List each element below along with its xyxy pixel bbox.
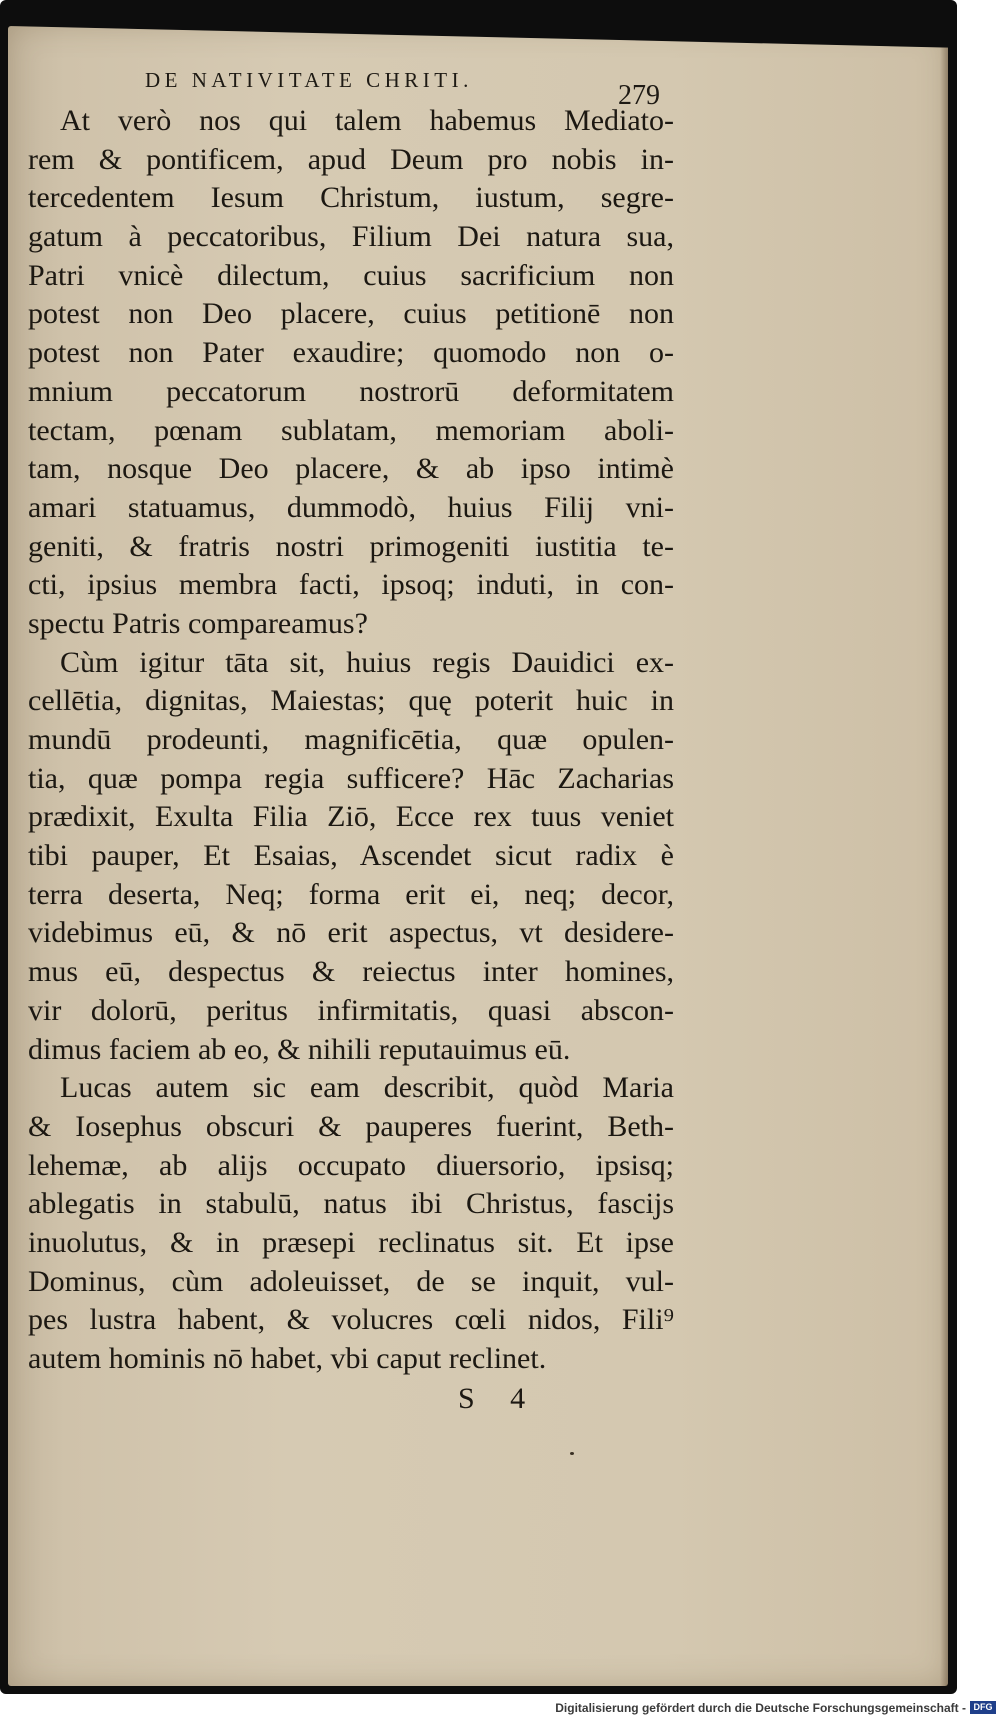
text-line: rem & pontificem, apud Deum pro nobis in-	[28, 142, 674, 176]
text-line: terra deserta, Neq; forma erit ei, neq; decor,	[28, 877, 674, 911]
text-line: cti, ipsius membra facti, ipsoq; induti, in con-	[28, 568, 674, 602]
text-line: tam, nosque Deo placere, & ab ipso intimè	[28, 452, 674, 486]
body-text	[28, 102, 674, 1379]
text-line: lehemæ, ab alijs occupato diuersorio, ipsisq;	[28, 1148, 674, 1182]
text-line: Cùm igitur tāta sit, huius regis Dauidici ex-	[60, 645, 674, 679]
text-line: tectam, pœnam sublatam, memoriam aboli-	[28, 413, 674, 447]
text-line: cellētia, dignitas, Maiestas; quę poterit huic in	[28, 684, 674, 718]
text-line: tercedentem Iesum Christum, iustum, segre-	[28, 181, 674, 215]
text-line: gatum à peccatoribus, Filium Dei natura sua,	[28, 220, 674, 254]
text-line: potest non Pater exaudire; quomodo non o-	[28, 336, 674, 370]
text-line: spectu Patris compareamus?	[28, 606, 368, 640]
text-line: tia, quæ pompa regia sufficere? Hāc Zacharias	[28, 761, 674, 795]
text-line: geniti, & fratris nostri primogeniti iustitia te-	[28, 529, 674, 563]
text-line: inuolutus, & in præsepi reclinatus sit. Et ipse	[28, 1225, 674, 1259]
text-line: mnium peccatorum nostrorū deformitatem	[28, 374, 674, 408]
text-line: Lucas autem sic eam describit, quòd Maria	[60, 1071, 674, 1105]
text-line: dimus faciem ab eo, & nihili reputauimus eū.	[28, 1032, 571, 1066]
running-head: DE NATIVITATE CHRITI.	[145, 68, 473, 92]
text-line: Dominus, cùm adoleuisset, de se inquit, vul-	[28, 1264, 674, 1298]
text-line: mus eū, despectus & reiectus inter homines,	[28, 955, 674, 989]
text-line: tibi pauper, Et Esaias, Ascendet sicut radix è	[28, 839, 674, 873]
text-line: prædixit, Exulta Filia Ziō, Ecce rex tuus veniet	[28, 800, 674, 834]
text-line: mundū prodeunti, magnificētia, quæ opulen-	[28, 723, 674, 756]
page-number: 279	[618, 80, 660, 111]
text-line: & Iosephus obscuri & pauperes fuerint, Beth-	[28, 1109, 674, 1143]
text-line: potest non Deo placere, cuius petitionē non	[28, 297, 674, 331]
signature-mark: S 4	[458, 1382, 540, 1415]
digitization-credit: Digitalisierung gefördert durch die Deutsche Forschungsgemeinschaft -	[555, 1701, 966, 1715]
text-line: At verò nos qui talem habemus Mediato-	[60, 104, 674, 137]
text-line: pes lustra habent, & volucres cœli nidos, Fili⁹	[28, 1303, 674, 1337]
text-line: ablegatis in stabulū, natus ibi Christus, fascijs	[28, 1187, 674, 1221]
text-line: vir dolorū, peritus infirmitatis, quasi abscon-	[28, 993, 674, 1027]
ink-speck	[570, 1452, 574, 1455]
text-line: autem hominis nō habet, vbi caput reclinet.	[28, 1342, 547, 1375]
text-line: amari statuamus, dummodò, huius Filij vni-	[28, 490, 674, 524]
footer-bar	[0, 1694, 1000, 1718]
text-line: videbimus eū, & nō erit aspectus, vt desidere-	[28, 916, 674, 950]
dfg-logo-icon: DFG	[970, 1701, 996, 1714]
text-line: Patri vnicè dilectum, cuius sacrificium non	[28, 258, 674, 292]
page-edge-shadow	[940, 26, 948, 1686]
